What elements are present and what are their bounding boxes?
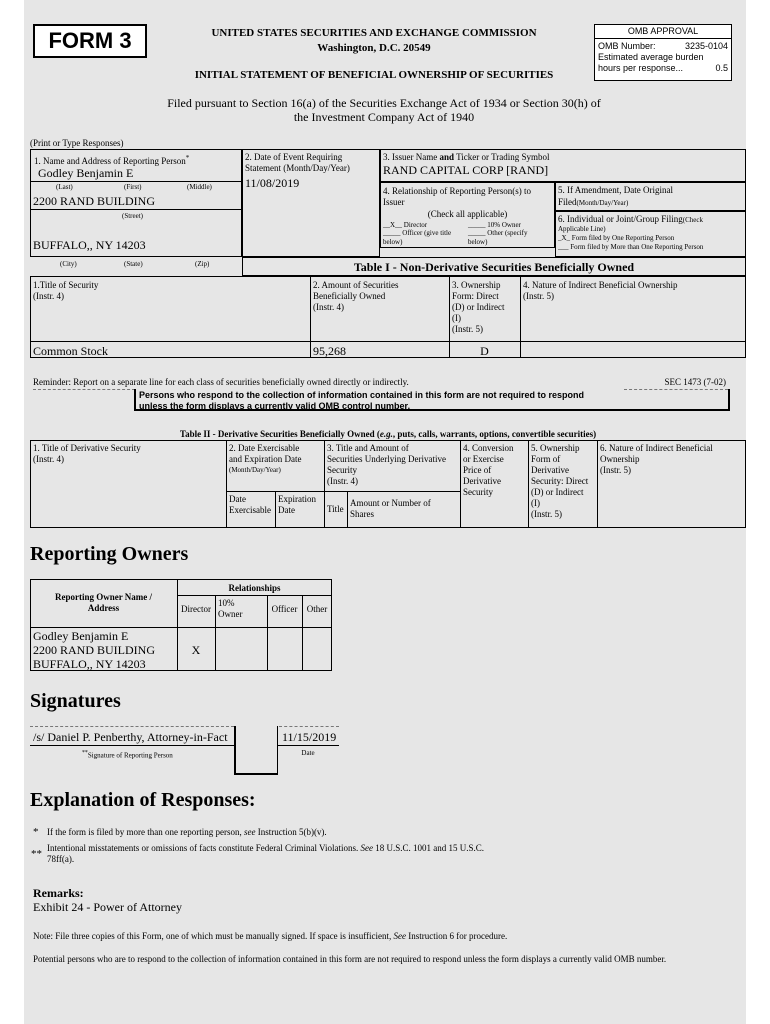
- omb-hours-label: hours per response...: [598, 63, 684, 73]
- table2-col5-line2: Form of: [531, 454, 561, 464]
- table2-col3-header: [327, 443, 446, 487]
- table2-amount-line1: Amount or Number of: [350, 498, 431, 508]
- relationship-below1: below): [383, 238, 403, 246]
- star-text-b: Instruction 5(b)(v).: [255, 827, 327, 837]
- table1-col1-line1: 1.Title of Security: [33, 280, 99, 290]
- table2-col1-line1: 1. Title of Derivative Security: [33, 443, 141, 453]
- table2-col4-line2: or Exercise: [463, 454, 504, 464]
- table2-col4-line1: 4. Conversion: [463, 443, 514, 453]
- issuer-label-a: 3. Issuer Name: [383, 152, 440, 162]
- reporting-person-name: Godley Benjamin E: [38, 166, 134, 180]
- table2-col6-line2: Ownership: [600, 454, 640, 464]
- sec-form-code: SEC 1473 (7-02): [664, 377, 726, 387]
- table2-col5-header: [531, 443, 588, 520]
- table1-col2-line2: Beneficially Owned: [313, 291, 386, 301]
- star-text-a: If the form is filed by more than one reporting person,: [47, 827, 244, 837]
- joint-label1: 6. Individual or Joint/Group Filing: [558, 214, 683, 224]
- table2-col6-header: [600, 443, 713, 476]
- event-date-value: 11/08/2019: [245, 176, 300, 190]
- table2-col1-line2: (Instr. 4): [33, 454, 64, 464]
- explanation-dstar-text2: 78ff(a).: [47, 854, 75, 864]
- omb-hours-value: 0.5: [715, 63, 728, 73]
- table2-col4-line5: Security: [463, 487, 493, 497]
- relationship-director: __X__ Director: [383, 221, 428, 229]
- reminder-text: Reminder: Report on a separate line for each class of securities beneficially owned directly or indirectly.: [33, 377, 409, 387]
- agency-name: UNITED STATES SECURITIES AND EXCHANGE COMMISSION: [211, 27, 537, 39]
- reporting-person-mark: *: [185, 154, 190, 162]
- remarks-text: Exhibit 24 - Power of Attorney: [33, 900, 182, 914]
- table2-col2-header: [229, 443, 301, 476]
- issuer-label-and: and: [439, 152, 454, 162]
- table1-col3-header: [452, 280, 504, 335]
- table1-col3-line5: (Instr. 5): [452, 324, 483, 334]
- signatures-heading: Signatures: [30, 690, 121, 712]
- state-label: (State): [124, 260, 143, 268]
- dstar-text-see: See: [360, 843, 373, 853]
- signature-label-wrap: [82, 750, 173, 759]
- note-text-see: See: [393, 931, 407, 941]
- table2-col5-line5: (D) or Indirect: [531, 487, 584, 497]
- ten-pct-line1: 10%: [218, 598, 235, 608]
- table2-col3-line1: 3. Title and Amount of: [327, 443, 409, 453]
- joint-option-one: _X_ Form filed by One Reporting Person: [558, 234, 675, 242]
- table2-date-ex-line1: Date: [229, 494, 246, 504]
- city-value: BUFFALO,, NY 14203: [33, 238, 146, 252]
- amendment-label2: Filed: [558, 197, 577, 207]
- signature-mark: **: [82, 750, 88, 756]
- amendment-label2-wrap: [558, 197, 628, 209]
- table2-exp-line2: Date: [278, 505, 295, 515]
- table2-col6-line1: 6. Nature of Indirect Beneficial: [600, 443, 713, 453]
- dstar-text-b: 18 U.S.C. 1001 and 15 U.S.C.: [373, 843, 485, 853]
- reporting-owners-heading: Reporting Owners: [30, 543, 189, 565]
- signature-value: /s/ Daniel P. Penberthy, Attorney-in-Fact: [33, 730, 228, 744]
- filed-pursuant-line1: Filed pursuant to Section 16(a) of the Securities Exchange Act of 1934 or Section 30(h) of: [167, 96, 601, 110]
- table2-col3-line4: (Instr. 4): [327, 476, 358, 486]
- table2-col1-header: [33, 443, 141, 465]
- joint-label2: Applicable Line): [558, 225, 606, 233]
- form-number-box: [33, 24, 147, 58]
- table2-col4-line4: Derivative: [463, 476, 501, 486]
- amendment-label1: 5. If Amendment, Date Original: [558, 185, 673, 195]
- table2-col3-line3: Security: [327, 465, 357, 475]
- table2-amount-sub: [350, 498, 431, 520]
- table1-col2-header: [313, 280, 399, 313]
- table1-col2-line3: (Instr. 4): [313, 302, 344, 312]
- table1-row-form: D: [480, 344, 489, 358]
- relationship-label1: 4. Relationship of Reporting Person(s) to: [383, 186, 531, 196]
- table2-title-a: Table II - Derivative Securities Beneficially Owned (: [179, 429, 380, 439]
- event-label1: 2. Date of Event Requiring: [245, 152, 343, 162]
- table2-exp-line1: Expiration: [278, 494, 316, 504]
- amendment-label-small: (Month/Day/Year): [576, 199, 629, 207]
- reporting-person-label: 1. Name and Address of Reporting Person: [34, 156, 186, 166]
- relationships-header: Relationships: [228, 583, 281, 593]
- issuer-value: RAND CAPITAL CORP [RAND]: [383, 163, 549, 177]
- print-note: (Print or Type Responses): [30, 138, 124, 148]
- table2-title: [30, 429, 746, 440]
- table1-col4-header: [523, 280, 677, 302]
- reporting-person-label-wrap: [34, 153, 189, 167]
- last-label: (Last): [56, 183, 73, 191]
- relationship-label2: Issuer: [383, 197, 405, 207]
- omb-approval-box: [594, 24, 732, 81]
- ten-pct-header: [218, 598, 243, 620]
- owner-line3: BUFFALO,, NY 14203: [33, 657, 146, 671]
- ten-pct-line2: Owner: [218, 609, 243, 619]
- owner-name-header: [30, 592, 177, 614]
- explanation-star: *: [33, 826, 39, 838]
- date-label: Date: [301, 749, 315, 757]
- potential-persons-note: Potential persons who are to respond to the collection of information contained in this form are not required to respond unless the form displays a currently valid OMB number.: [33, 954, 667, 964]
- omb-notice-line2: unless the form displays a currently valid OMB control number.: [139, 401, 411, 411]
- note-text-a: Note: File three copies of this Form, one of which must be manually signed. If space is insufficient,: [33, 931, 394, 941]
- table2-expiration: [278, 494, 316, 516]
- owner-line2: 2200 RAND BUILDING: [33, 643, 155, 657]
- table2-col2-small: (Month/Day/Year): [229, 466, 281, 474]
- form-title: FORM 3: [48, 28, 132, 53]
- omb-number-label: OMB Number:: [598, 41, 656, 51]
- table1-col3-line3: (D) or Indirect: [452, 302, 505, 312]
- table2-col5-line3: Derivative: [531, 465, 569, 475]
- table2-col6-line3: (Instr. 5): [600, 465, 631, 475]
- table1-title: Table I - Non-Derivative Securities Beneficially Owned: [353, 260, 635, 274]
- relationship-ten-pct: _____ 10% Owner: [468, 221, 521, 229]
- relationship-other: _____ Other (specify: [468, 229, 528, 237]
- table2-title-eg: e.g.: [379, 429, 393, 439]
- explanation-heading: Explanation of Responses:: [30, 789, 256, 811]
- owner-address: [33, 629, 155, 671]
- table2-col4-line3: Price of: [463, 465, 492, 475]
- table2-amount-line2: Shares: [350, 509, 374, 519]
- street-value: 2200 RAND BUILDING: [33, 194, 155, 208]
- statement-title: INITIAL STATEMENT OF BENEFICIAL OWNERSHIP OF SECURITIES: [194, 69, 554, 81]
- explanation-dstar: **: [31, 848, 42, 860]
- omb-title: OMB APPROVAL: [595, 25, 731, 39]
- table2-col3-line2: Securities Underlying Derivative: [327, 454, 446, 464]
- event-label2: Statement (Month/Day/Year): [245, 163, 350, 173]
- table1-col4-line1: 4. Nature of Indirect Beneficial Ownership: [523, 280, 678, 290]
- signature-date: 11/15/2019: [282, 730, 337, 744]
- table2-date-exercisable: [229, 494, 271, 516]
- table1-row-title: Common Stock: [33, 344, 109, 358]
- file-copies-note: [33, 931, 507, 942]
- table2-col2-line2: and Expiration Date: [229, 454, 302, 464]
- owner-line1: Godley Benjamin E: [33, 629, 129, 643]
- star-text-see: see: [243, 827, 256, 837]
- signature-label: Signature of Reporting Person: [87, 751, 173, 760]
- table1-col3-line1: 3. Ownership: [452, 280, 501, 290]
- remarks-label: Remarks:: [33, 886, 84, 900]
- explanation-dstar-text: [47, 843, 484, 854]
- omb-burden-label: Estimated average burden: [598, 52, 704, 62]
- table2-date-ex-line2: Exercisable: [229, 505, 271, 515]
- middle-label: (Middle): [187, 183, 212, 191]
- omb-number-value: 3235-0104: [684, 41, 728, 51]
- issuer-label-b: Ticker or Trading Symbol: [454, 152, 550, 162]
- table1-col2-line1: 2. Amount of Securities: [313, 280, 399, 290]
- table2-col4-header: [463, 443, 514, 498]
- form-page: [24, 0, 746, 1024]
- table2-title-b: , puts, calls, warrants, options, convertible securities): [392, 429, 597, 439]
- explanation-star-text: [47, 827, 327, 838]
- note-text-b: Instruction 6 for procedure.: [406, 931, 508, 941]
- table2-col2-line1: 2. Date Exercisable: [229, 443, 300, 453]
- joint-label-small: (Check: [682, 216, 703, 224]
- table1-col3-line2: Form: Direct: [452, 291, 499, 301]
- zip-label: (Zip): [195, 260, 210, 268]
- city-label: (City): [60, 260, 77, 268]
- table2-col5-line1: 5. Ownership: [531, 443, 580, 453]
- street-label: (Street): [122, 212, 143, 220]
- relationship-officer: _____ Officer (give title: [383, 229, 452, 237]
- joint-option-more: ___ Form filed by More than One Reporting Person: [558, 243, 704, 251]
- other-header: Other: [306, 604, 328, 614]
- table1-col1-line2: (Instr. 4): [33, 291, 64, 301]
- relationship-below2: below): [468, 238, 488, 246]
- owner-director-mark: X: [191, 643, 201, 657]
- table1-col3-line4: (I): [452, 313, 461, 323]
- filed-pursuant-line2: the Investment Company Act of 1940: [293, 110, 475, 124]
- owner-name-header-line1: Reporting Owner Name /: [54, 592, 153, 602]
- director-header: Director: [181, 604, 211, 614]
- first-label: (First): [124, 183, 142, 191]
- relationship-check: (Check all applicable): [427, 209, 508, 219]
- issuer-label-wrap: [383, 152, 550, 163]
- omb-notice-line1: Persons who respond to the collection of information contained in this form are not required to respond: [139, 390, 585, 400]
- agency-location: Washington, D.C. 20549: [317, 42, 431, 54]
- table2-col5-line4: Security: Direct: [531, 476, 589, 486]
- dstar-text-a: Intentional misstatements or omissions of facts constitute Federal Criminal Violations.: [47, 843, 361, 853]
- table1-col1-header: [33, 280, 98, 302]
- table1-row-amount: 95,268: [313, 344, 346, 358]
- table2-col5-line6: (I): [531, 498, 540, 508]
- table2-col5-line7: (Instr. 5): [531, 509, 562, 519]
- officer-header: Officer: [271, 604, 298, 614]
- table2-title-sub: Title: [327, 504, 344, 514]
- table1-col4-line2: (Instr. 5): [523, 291, 554, 301]
- owner-name-header-line2: Address: [87, 603, 120, 613]
